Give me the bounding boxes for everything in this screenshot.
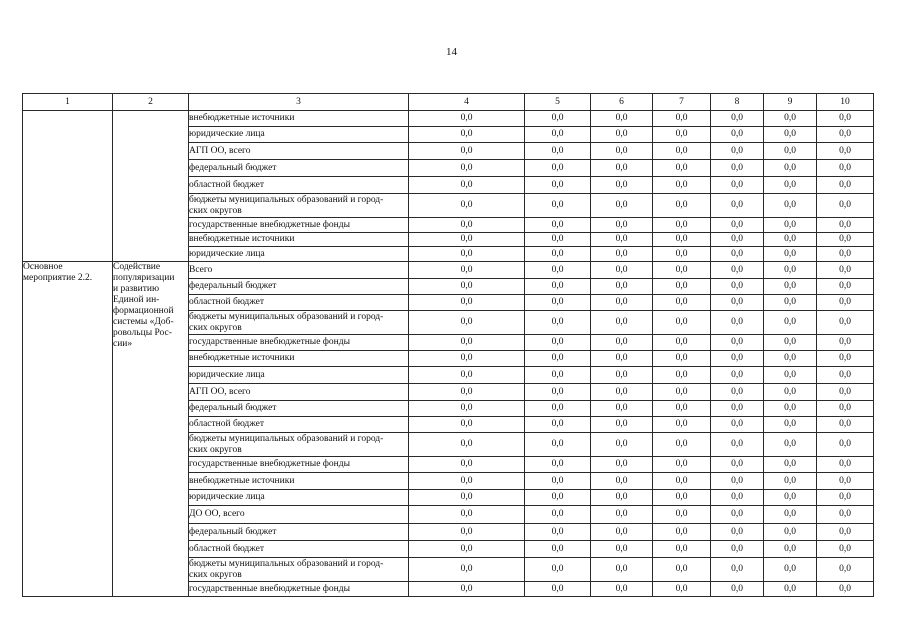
activity-name-cell	[113, 111, 189, 262]
value-cell: 0,0	[409, 194, 525, 218]
value-cell: 0,0	[409, 433, 525, 457]
funding-source-cell: юридические лица	[189, 247, 409, 262]
value-cell: 0,0	[409, 541, 525, 558]
value-cell: 0,0	[653, 160, 711, 177]
value-cell: 0,0	[711, 233, 764, 247]
value-cell: 0,0	[817, 473, 874, 490]
value-cell: 0,0	[764, 143, 817, 160]
funding-source-cell: бюджеты муниципальных образований и город- ских округов	[189, 194, 409, 218]
value-cell: 0,0	[764, 524, 817, 541]
value-cell: 0,0	[653, 417, 711, 433]
funding-source-cell: федеральный бюджет	[189, 401, 409, 417]
value-cell: 0,0	[764, 367, 817, 384]
value-cell: 0,0	[764, 247, 817, 262]
value-cell: 0,0	[591, 582, 653, 597]
value-cell: 0,0	[817, 541, 874, 558]
value-cell: 0,0	[525, 335, 591, 351]
column-header: 5	[525, 94, 591, 111]
value-cell: 0,0	[591, 262, 653, 279]
value-cell: 0,0	[817, 558, 874, 582]
value-cell: 0,0	[711, 473, 764, 490]
value-cell: 0,0	[591, 384, 653, 401]
value-cell: 0,0	[591, 433, 653, 457]
value-cell: 0,0	[409, 367, 525, 384]
value-cell: 0,0	[591, 401, 653, 417]
column-header: 1	[23, 94, 113, 111]
funding-source-cell: государственные внебюджетные фонды	[189, 218, 409, 233]
value-cell: 0,0	[653, 335, 711, 351]
funding-source-cell: бюджеты муниципальных образований и город- ских округов	[189, 311, 409, 335]
value-cell: 0,0	[591, 194, 653, 218]
funding-source-cell: государственные внебюджетные фонды	[189, 335, 409, 351]
value-cell: 0,0	[653, 490, 711, 506]
value-cell: 0,0	[591, 367, 653, 384]
value-cell: 0,0	[591, 490, 653, 506]
value-cell: 0,0	[764, 417, 817, 433]
funding-source-cell: юридические лица	[189, 367, 409, 384]
value-cell: 0,0	[817, 262, 874, 279]
value-cell: 0,0	[653, 582, 711, 597]
table-header-row	[23, 94, 874, 111]
value-cell: 0,0	[764, 384, 817, 401]
value-cell: 0,0	[525, 417, 591, 433]
value-cell: 0,0	[525, 262, 591, 279]
value-cell: 0,0	[409, 401, 525, 417]
funding-source-cell: бюджеты муниципальных образований и город- ских округов	[189, 433, 409, 457]
value-cell: 0,0	[525, 218, 591, 233]
value-cell: 0,0	[711, 490, 764, 506]
value-cell: 0,0	[817, 279, 874, 295]
value-cell: 0,0	[817, 194, 874, 218]
value-cell: 0,0	[591, 541, 653, 558]
value-cell: 0,0	[764, 401, 817, 417]
value-cell: 0,0	[711, 194, 764, 218]
value-cell: 0,0	[817, 295, 874, 311]
funding-source-cell: юридические лица	[189, 490, 409, 506]
column-header: 2	[113, 94, 189, 111]
value-cell: 0,0	[591, 457, 653, 473]
activity-name-cell: Содействие популяризации и развитию Единой ин- формационной системы «Доб- ровольцы Рос- сии»	[113, 262, 189, 597]
value-cell: 0,0	[711, 111, 764, 127]
funding-source-cell: областной бюджет	[189, 417, 409, 433]
funding-source-cell: областной бюджет	[189, 295, 409, 311]
value-cell: 0,0	[525, 490, 591, 506]
value-cell: 0,0	[653, 367, 711, 384]
value-cell: 0,0	[525, 127, 591, 143]
value-cell: 0,0	[711, 457, 764, 473]
value-cell: 0,0	[764, 582, 817, 597]
value-cell: 0,0	[409, 127, 525, 143]
value-cell: 0,0	[525, 194, 591, 218]
value-cell: 0,0	[711, 433, 764, 457]
value-cell: 0,0	[525, 160, 591, 177]
column-header: 6	[591, 94, 653, 111]
funding-source-cell: федеральный бюджет	[189, 279, 409, 295]
value-cell: 0,0	[409, 262, 525, 279]
value-cell: 0,0	[817, 335, 874, 351]
value-cell: 0,0	[409, 177, 525, 194]
value-cell: 0,0	[711, 247, 764, 262]
value-cell: 0,0	[711, 279, 764, 295]
value-cell: 0,0	[525, 233, 591, 247]
funding-source-cell: государственные внебюджетные фонды	[189, 582, 409, 597]
value-cell: 0,0	[817, 247, 874, 262]
value-cell: 0,0	[764, 295, 817, 311]
value-cell: 0,0	[409, 473, 525, 490]
value-cell: 0,0	[591, 111, 653, 127]
value-cell: 0,0	[817, 218, 874, 233]
value-cell: 0,0	[711, 295, 764, 311]
value-cell: 0,0	[525, 558, 591, 582]
value-cell: 0,0	[591, 311, 653, 335]
value-cell: 0,0	[525, 506, 591, 524]
value-cell: 0,0	[525, 384, 591, 401]
value-cell: 0,0	[591, 160, 653, 177]
funding-source-cell: внебюджетные источники	[189, 473, 409, 490]
value-cell: 0,0	[591, 524, 653, 541]
value-cell: 0,0	[764, 473, 817, 490]
value-cell: 0,0	[817, 233, 874, 247]
funding-source-cell: Всего	[189, 262, 409, 279]
funding-source-cell: АГП ОО, всего	[189, 384, 409, 401]
value-cell: 0,0	[764, 311, 817, 335]
value-cell: 0,0	[653, 524, 711, 541]
value-cell: 0,0	[764, 127, 817, 143]
funding-table	[22, 93, 874, 597]
funding-source-cell: государственные внебюджетные фонды	[189, 457, 409, 473]
value-cell: 0,0	[591, 351, 653, 367]
value-cell: 0,0	[409, 351, 525, 367]
value-cell: 0,0	[653, 384, 711, 401]
value-cell: 0,0	[764, 558, 817, 582]
value-cell: 0,0	[711, 367, 764, 384]
value-cell: 0,0	[409, 524, 525, 541]
value-cell: 0,0	[711, 524, 764, 541]
value-cell: 0,0	[764, 233, 817, 247]
funding-source-cell: ДО ОО, всего	[189, 506, 409, 524]
value-cell: 0,0	[409, 384, 525, 401]
column-header: 8	[711, 94, 764, 111]
value-cell: 0,0	[653, 127, 711, 143]
value-cell: 0,0	[653, 506, 711, 524]
value-cell: 0,0	[653, 194, 711, 218]
value-cell: 0,0	[653, 111, 711, 127]
value-cell: 0,0	[525, 457, 591, 473]
value-cell: 0,0	[653, 247, 711, 262]
value-cell: 0,0	[817, 582, 874, 597]
value-cell: 0,0	[764, 177, 817, 194]
value-cell: 0,0	[653, 311, 711, 335]
value-cell: 0,0	[711, 541, 764, 558]
funding-source-cell: областной бюджет	[189, 541, 409, 558]
value-cell: 0,0	[711, 127, 764, 143]
value-cell: 0,0	[591, 295, 653, 311]
value-cell: 0,0	[711, 160, 764, 177]
value-cell: 0,0	[764, 335, 817, 351]
funding-source-cell: федеральный бюджет	[189, 160, 409, 177]
value-cell: 0,0	[653, 541, 711, 558]
value-cell: 0,0	[764, 433, 817, 457]
value-cell: 0,0	[409, 218, 525, 233]
value-cell: 0,0	[711, 558, 764, 582]
funding-source-cell: федеральный бюджет	[189, 524, 409, 541]
value-cell: 0,0	[409, 582, 525, 597]
value-cell: 0,0	[764, 351, 817, 367]
value-cell: 0,0	[711, 177, 764, 194]
value-cell: 0,0	[653, 143, 711, 160]
value-cell: 0,0	[817, 160, 874, 177]
activity-code-cell: Основное мероприятие 2.2.	[23, 262, 113, 597]
value-cell: 0,0	[525, 247, 591, 262]
column-header: 3	[189, 94, 409, 111]
value-cell: 0,0	[817, 127, 874, 143]
funding-source-cell: внебюджетные источники	[189, 351, 409, 367]
value-cell: 0,0	[817, 384, 874, 401]
value-cell: 0,0	[409, 143, 525, 160]
value-cell: 0,0	[653, 457, 711, 473]
value-cell: 0,0	[817, 457, 874, 473]
value-cell: 0,0	[591, 335, 653, 351]
value-cell: 0,0	[711, 143, 764, 160]
value-cell: 0,0	[711, 218, 764, 233]
table-row	[23, 262, 874, 279]
value-cell: 0,0	[525, 177, 591, 194]
column-header: 10	[817, 94, 874, 111]
value-cell: 0,0	[817, 111, 874, 127]
value-cell: 0,0	[409, 457, 525, 473]
value-cell: 0,0	[525, 473, 591, 490]
value-cell: 0,0	[525, 279, 591, 295]
value-cell: 0,0	[591, 127, 653, 143]
value-cell: 0,0	[591, 417, 653, 433]
value-cell: 0,0	[591, 177, 653, 194]
value-cell: 0,0	[653, 279, 711, 295]
funding-source-cell: АГП ОО, всего	[189, 143, 409, 160]
column-header: 4	[409, 94, 525, 111]
value-cell: 0,0	[591, 247, 653, 262]
value-cell: 0,0	[409, 279, 525, 295]
value-cell: 0,0	[764, 490, 817, 506]
value-cell: 0,0	[764, 457, 817, 473]
value-cell: 0,0	[711, 417, 764, 433]
value-cell: 0,0	[817, 177, 874, 194]
value-cell: 0,0	[817, 311, 874, 335]
table-row	[23, 111, 874, 127]
value-cell: 0,0	[653, 351, 711, 367]
value-cell: 0,0	[711, 506, 764, 524]
value-cell: 0,0	[653, 433, 711, 457]
value-cell: 0,0	[591, 233, 653, 247]
value-cell: 0,0	[525, 111, 591, 127]
value-cell: 0,0	[653, 262, 711, 279]
value-cell: 0,0	[525, 582, 591, 597]
value-cell: 0,0	[409, 160, 525, 177]
value-cell: 0,0	[711, 582, 764, 597]
value-cell: 0,0	[591, 473, 653, 490]
value-cell: 0,0	[525, 433, 591, 457]
value-cell: 0,0	[817, 524, 874, 541]
value-cell: 0,0	[764, 194, 817, 218]
value-cell: 0,0	[817, 506, 874, 524]
value-cell: 0,0	[409, 417, 525, 433]
value-cell: 0,0	[525, 143, 591, 160]
value-cell: 0,0	[711, 311, 764, 335]
value-cell: 0,0	[817, 143, 874, 160]
value-cell: 0,0	[409, 295, 525, 311]
value-cell: 0,0	[409, 233, 525, 247]
column-header: 9	[764, 94, 817, 111]
value-cell: 0,0	[525, 351, 591, 367]
funding-source-cell: внебюджетные источники	[189, 233, 409, 247]
value-cell: 0,0	[525, 367, 591, 384]
value-cell: 0,0	[817, 401, 874, 417]
value-cell: 0,0	[591, 279, 653, 295]
value-cell: 0,0	[817, 367, 874, 384]
value-cell: 0,0	[653, 473, 711, 490]
funding-source-cell: областной бюджет	[189, 177, 409, 194]
value-cell: 0,0	[653, 401, 711, 417]
value-cell: 0,0	[591, 143, 653, 160]
value-cell: 0,0	[764, 506, 817, 524]
value-cell: 0,0	[817, 351, 874, 367]
value-cell: 0,0	[525, 311, 591, 335]
funding-source-cell: бюджеты муниципальных образований и город- ских округов	[189, 558, 409, 582]
value-cell: 0,0	[817, 417, 874, 433]
value-cell: 0,0	[764, 279, 817, 295]
value-cell: 0,0	[711, 335, 764, 351]
value-cell: 0,0	[711, 401, 764, 417]
value-cell: 0,0	[409, 111, 525, 127]
value-cell: 0,0	[711, 351, 764, 367]
value-cell: 0,0	[409, 247, 525, 262]
value-cell: 0,0	[591, 558, 653, 582]
value-cell: 0,0	[525, 541, 591, 558]
value-cell: 0,0	[653, 218, 711, 233]
value-cell: 0,0	[817, 433, 874, 457]
funding-source-cell: юридические лица	[189, 127, 409, 143]
value-cell: 0,0	[525, 401, 591, 417]
value-cell: 0,0	[525, 295, 591, 311]
value-cell: 0,0	[409, 490, 525, 506]
value-cell: 0,0	[653, 233, 711, 247]
value-cell: 0,0	[764, 262, 817, 279]
activity-code-cell	[23, 111, 113, 262]
value-cell: 0,0	[711, 262, 764, 279]
column-header: 7	[653, 94, 711, 111]
value-cell: 0,0	[409, 335, 525, 351]
value-cell: 0,0	[591, 506, 653, 524]
table-body	[23, 111, 874, 597]
value-cell: 0,0	[591, 218, 653, 233]
value-cell: 0,0	[764, 160, 817, 177]
page-number: 14	[446, 46, 457, 58]
value-cell: 0,0	[653, 295, 711, 311]
value-cell: 0,0	[764, 541, 817, 558]
value-cell: 0,0	[409, 558, 525, 582]
value-cell: 0,0	[764, 111, 817, 127]
value-cell: 0,0	[711, 384, 764, 401]
funding-source-cell: внебюджетные источники	[189, 111, 409, 127]
value-cell: 0,0	[817, 490, 874, 506]
value-cell: 0,0	[409, 506, 525, 524]
value-cell: 0,0	[409, 311, 525, 335]
value-cell: 0,0	[653, 177, 711, 194]
value-cell: 0,0	[653, 558, 711, 582]
value-cell: 0,0	[764, 218, 817, 233]
value-cell: 0,0	[525, 524, 591, 541]
